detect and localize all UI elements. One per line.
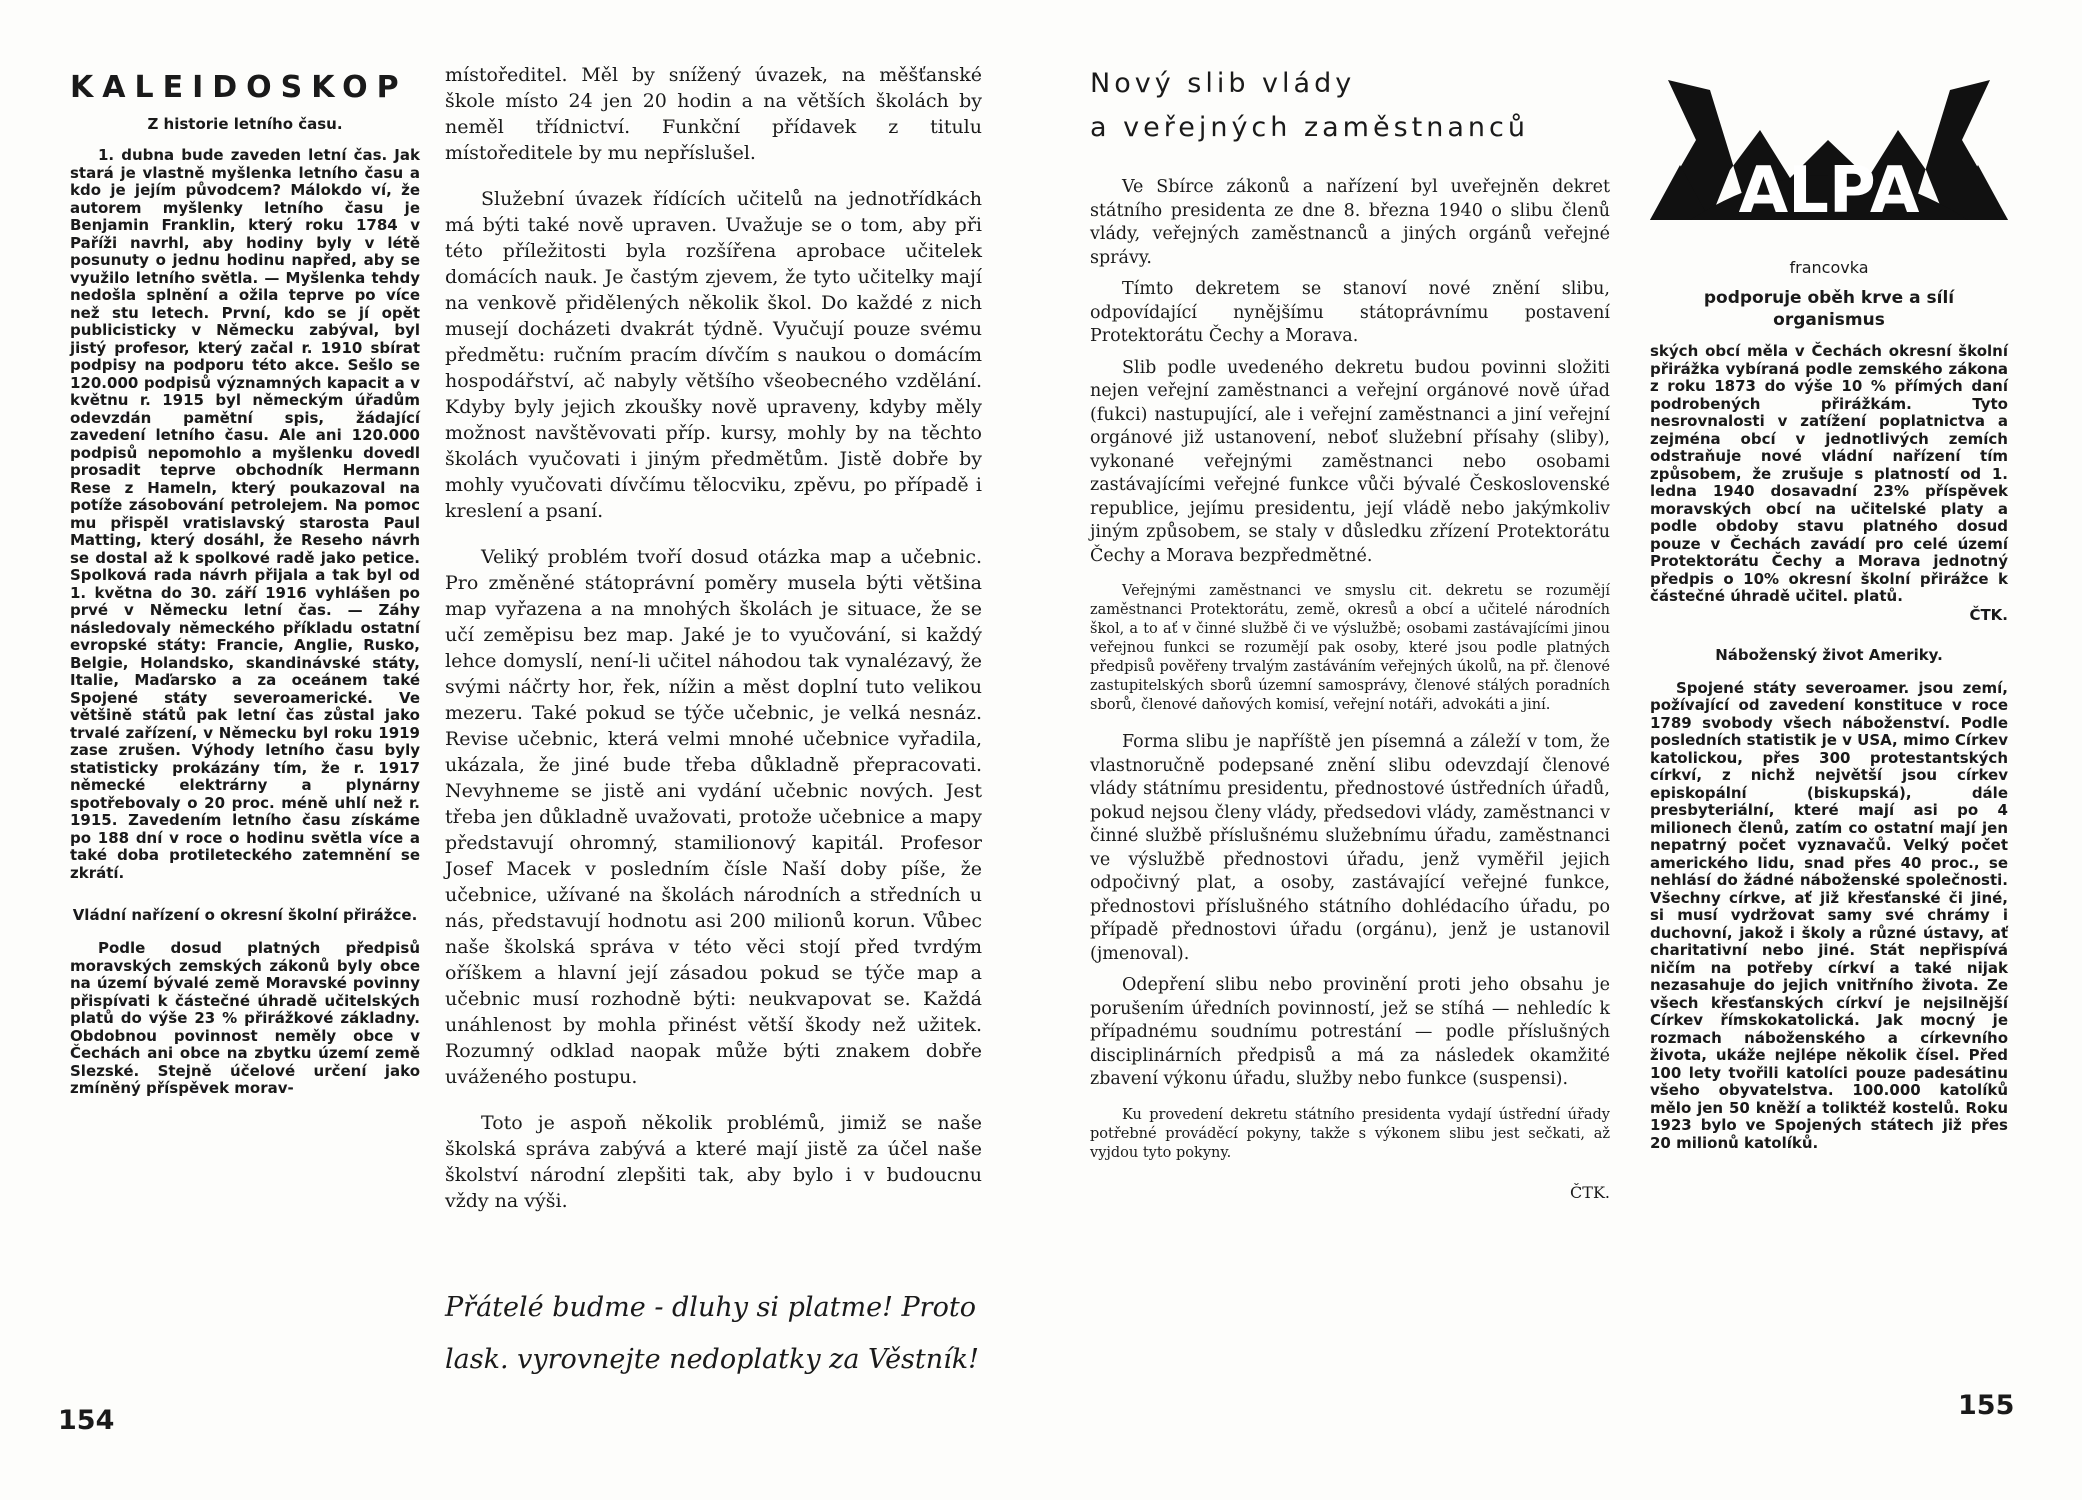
article-paragraph-1: Ve Sbírce zákonů a nařízení byl uveřejněn dekret státního presidenta ze dne 8. března 1940 o slibu členů vlády, veřejných zaměstnanců a jiných orgánů veřejné správy.: [1090, 177, 1610, 268]
ad-slogan: podporuje oběh krve a sílí organismus: [1703, 288, 1955, 330]
section2-title: Vládní nařízení o okresní školní přirážce.: [72, 906, 418, 924]
col2-paragraph-3: Veliký problém tvoří dosud otázka map a učebnic. Pro změněné státoprávní poměry musela býti většina map vyřazena a na mnohých školách je situace, že se učí zeměpisu bez map. Jaké je to vyučování, si každý lehce domyslí, není-li učitel náhodou tak vynalézavý, že svými náčrty hor, řek, nížin a měst doplní tuto velikou mezeru. Také pokud se týče učebnic, je velká nesnáz. Revise učebnic, která velmi mnohé učebnice vyřadila, ukázala, že jiné bude třeba důkladně přepracovati. Nevyhneme se jistě ani vydání učebnic nových. Jest třeba jen důkladně uvažovati, protože učebnice a mapy představují ohromný, stamilionový kapitál. Profesor Josef Macek v posledním čísle Naší doby píše, že učebnice, užívané na školách národních a středních u nás, představují hodnotu asi 200 milionů korun. Vůbec naše školská správa v této věci stojí před tvrdým oříškem a hlavní její zásadou pokud se týče map a učebnic musí rozhodně býti: neukvapovat se. Každá unáhlenost by mohla přinést větší škody než užitek. Rozumný odklad naopak může býti znakem dobře uváženého postupu.: [445, 546, 982, 1088]
article-small-note-2: Ku provedení dekretu státního presidenta vydají ústřední úřady potřebné prováděcí pokyny, takže s výkonem slibu jest sečkati, až vyjdou tyto pokyny.: [1090, 1106, 1610, 1161]
alpa-logo-graphic: [1650, 70, 2008, 250]
col4-text: ských obcí měla v Čechách okresní školní přirážka vybíraná podle zemského zákona z roku 1873 do výše 10 % přímých daní podrobených přirážkám. Tyto nesrovnalosti v zatížení poplatnictva a zejména obcí v jednotlivých zemích odstraňuje nové vládní nařízení tím způsobem, že zrušuje s platností od 1. ledna 1940 dosavadní 23% příspěvek moravských obcí na učitelské platy a podle obdoby stavu platného dosud pouze v Čechách zavádí pro celé území Protektorátu Čechy a Morava jednotný předpis o 10% okresní školní přirážce k částečné úhradě učitel. platů.: [1650, 342, 2008, 605]
article-paragraph-2: Tímto dekretem se stanoví nové znění slibu, odpovídající nynějšímu státoprávnímu postavení Protektorátu Čechy a Morava.: [1090, 279, 1610, 346]
alpa-advertisement: [1650, 70, 2008, 250]
section3-title: Náboženský život Ameriky.: [1715, 645, 1943, 664]
section1-title: Z historie letního času.: [147, 115, 343, 133]
article-paragraph-5: Odepření slibu nebo provinění proti jeho obsahu je porušením úředních povinností, jež se stíhá — nehledíc k případnému soudnímu potrestání — podle příslušných disciplinárních předpisů a má za následek okamžité zbavení výkonu úřadu, služby nebo funkce (suspensi).: [1090, 975, 1610, 1089]
left-column-1: [70, 70, 420, 1098]
article-paragraph-4: Forma slibu je napříště jen písemná a záleží v tom, že vlastnoručně podepsané znění slibu odevzdají členové vlády státnímu presidentu, přednostové ústředních úřadů, pokud nejsou členy vlády, předsedovi vlády, zaměstnanci v činné službě příslušnému služebnímu úřadu, zaměstnanci ve výslužbě přednostovi úřadu, jenž vyměřil jejich odpočivný plat, a osoby, zastávající veřejné funkce, přednostovi příslušného státního dohlédacího úřadu, po případě přednostovi úřadu (orgánu), jenž je ustanovil (jmenoval).: [1090, 732, 1610, 964]
page-number-right: 155: [1958, 1390, 2015, 1421]
handwritten-note: [445, 1282, 990, 1386]
section3-text: Spojené státy severoamer. jsou zemí, požívající od zavedení konstituce v roce 1789 svobody všech náboženství. Podle posledních statistik je v USA, mimo Církev katolickou, přes 300 protestantských církví, z nichž největší jsou církev episkopální (biskupská), dále presbyteriální, které mají asi po 4 milionech členů, zatím co ostatní mají jen nepatrný počet vyznavačů. Velký počet amerického lidu, snad přes 40 proc., se nehlásí do žádné náboženské společnosti. Všechny církve, ať již křesťanské či jiné, si musí vydržovat samy své chrámy i duchovní, jakož i školy a různé ústavy, ať charitativní nebo jiné. Stát nepřispívá ničím na potřeby církví a také nijak nezasahuje do jejich vnitřního života. Ze všech křesťanských církví je nejsilnější Církev římskokatolická. Jak mocný je rozmach náboženského a církevního života, ukáže nejlépe několik čísel. Před 100 lety tvořili katolíci pouze padesátinu všeho obyvatelstva. 100.000 katolíků mělo jen 50 kněží a toliktéž kostelů. Roku 1923 bylo ve Spojených státech již přes 20 milionů katolíků.: [1650, 678, 2008, 1152]
ad-product: francovka: [1789, 258, 1869, 277]
right-column-2: [1650, 70, 2008, 1152]
section-heading: KALEIDOSKOP: [70, 70, 408, 105]
section1-text: 1. dubna bude zaveden letní čas. Jak stará je vlastně myšlenka letního času a kdo je jejím původcem? Málokdo ví, že autorem myšlenky letního času je Benjamin Franklin, který roku 1784 v Paříži navrhl, aby hodiny byly v létě posunuty o jednu hodinu napřed, aby se využilo letního světla. — Myšlenka tehdy nedošla splnění a ožila teprve po více než stu letech. První, kdo se jí opět publicisticky v Německu zabýval, byl jistý profesor, který začal r. 1910 sbírat podpisy na podporu této akce. Sešlo se 120.000 podpisů významných kapacit a v květnu r. 1915 byl německým úřadům odevzdán pamětní spis, žádající zavedení letního času. Ale ani 120.000 podpisů nepomohlo a myšlenku dovedl prosadit teprve obchodník Hermann Rese z Hameln, který poukazoval na potíže zásobování petrolejem. Na pomoc mu přispěl vratislavský starosta Paul Matting, který dosáhl, že Reseho návrh se dostal až k spolkové radě jako petice. Spolková rada návrh přijala a tak byl od 1. května do 30. září 1916 vyhlášen po prvé v Německu letní čas. — Záhy následovaly německého příkladu ostatní evropské státy: Francie, Anglie, Rusko, Belgie, Holandsko, skandinávské státy, Italie, Maďarsko a za oceánem také Spojené státy severoamerické. Ve většině států pak letní čas zůstal jako trvalé zařízení, v Německu byl roku 1919 zase zrušen. Výhody letního času byly statisticky prokázány tím, že r. 1917 německé elektrárny a plynárny spotřebovaly o 20 proc. méně uhlí než r. 1915. Zavedením letního času získáme po 188 dní v roce o hodinu světla více a také doba protileteckého zatemnění se zkrátí.: [70, 146, 420, 882]
section2-text: Podle dosud platných předpisů moravských zemských zákonů byly obce na území bývalé země Moravské povinny přispívati k částečné úhradě učitelských platů do výše 23 % přirážkové základny. Obdobnou povinnost neměly obce v Čechách ani obce na zbytku území země Slezské. Stejně účelové určení jako zmíněný příspěvek morav-: [70, 939, 420, 1097]
article-small-note-1: Veřejnými zaměstnanci ve smyslu cit. dekretu se rozumějí zaměstnanci Protektorátu, země, okresů a obcí a učitelé národních škol, a to ať v činné službě či ve výslužbě; osobami zastávajícími jinou veřejnou funkci se rozumějí pak osoby, které jsou podle platných předpisů pověřeny trvalým zastáváním veřejných úkolů, na př. členové zastupitelských sborů územní samosprávy, členové stálých poradních sborů, členové daňových komisí, veřejní notáři, advokáti a jiní.: [1090, 583, 1610, 713]
col2-paragraph-4: Toto je aspoň několik problémů, jimiž se naše školská správa zabývá a které mají jistě za účel naše školství národní zlepšiti tak, aby bylo i v budoucnu vždy na výši.: [445, 1112, 982, 1212]
page-number-left: 154: [58, 1405, 115, 1436]
article-title-line-1: Nový slib vlády: [1090, 68, 1356, 99]
col2-paragraph-1: místoředitel. Měl by snížený úvazek, na měšťanské škole místo 24 jen 20 hodin a na větších školách by neměl třídnictví. Funkční přídavek z titulu místoředitele by mu nepříslušel.: [445, 64, 982, 164]
article-title-line-2: a veřejných zaměstnanců: [1090, 112, 1529, 143]
col4-signature: ČTK.: [1969, 605, 2008, 624]
col2-paragraph-2: Služební úvazek řídících učitelů na jednotřídkách má býti také nově upraven. Uvažuje se o tom, aby při této příležitosti byla rozšířena aprobace učitelek domácích nauk. Je častým zjevem, že tyto učitelky mají na venkově přidělených několik škol. Do každé z nich musejí docházeti dvakrát týdně. Vyučují pouze svému předmětu: ručním pracím dívčím s naukou o domácím hospodářství, ač nabyly většího všeobecného vzdělání. Kdyby byly jejich zkoušky nově upraveny, kdyby měly možnost navštěvovati příp. kursy, mohly by na těchto školách vyučovati i jiným předmětům. Jistě dobře by mohly vyučovati dívčímu tělocviku, zpěvu, po případě i kreslení a psaní.: [445, 188, 982, 522]
article-title: [1090, 62, 1610, 150]
left-column-2: [445, 62, 982, 1234]
article-signature: ČTK.: [1570, 1182, 1610, 1202]
handwritten-note-text: Přátelé budme - dluhy si platme! Proto lask. vyrovnejte nedoplatky za Věstník!: [445, 1292, 980, 1375]
article-paragraph-3: Slib podle uvedeného dekretu budou povinni složiti nejen veřejní zaměstnanci a veřejní orgánové nově úřad (fukci) nastupující, ale i veřejní zaměstnanci a jiní veřejní orgánové již ustanovení, neboť služební přísahy (sliby), vykonané veřejnými zaměstnanci nebo osobami zastávajícími veřejné funkce vůči bývalé Československé republice, jejímu presidentu, její vládě nebo jakýmkoliv jiným způsobem, se staly v důsledku zřízení Protektorátu Čechy a Morava bezpředmětné.: [1090, 357, 1610, 566]
alpa-brand-text: ALPA: [1738, 154, 1920, 228]
right-column-1: [1090, 62, 1610, 1202]
